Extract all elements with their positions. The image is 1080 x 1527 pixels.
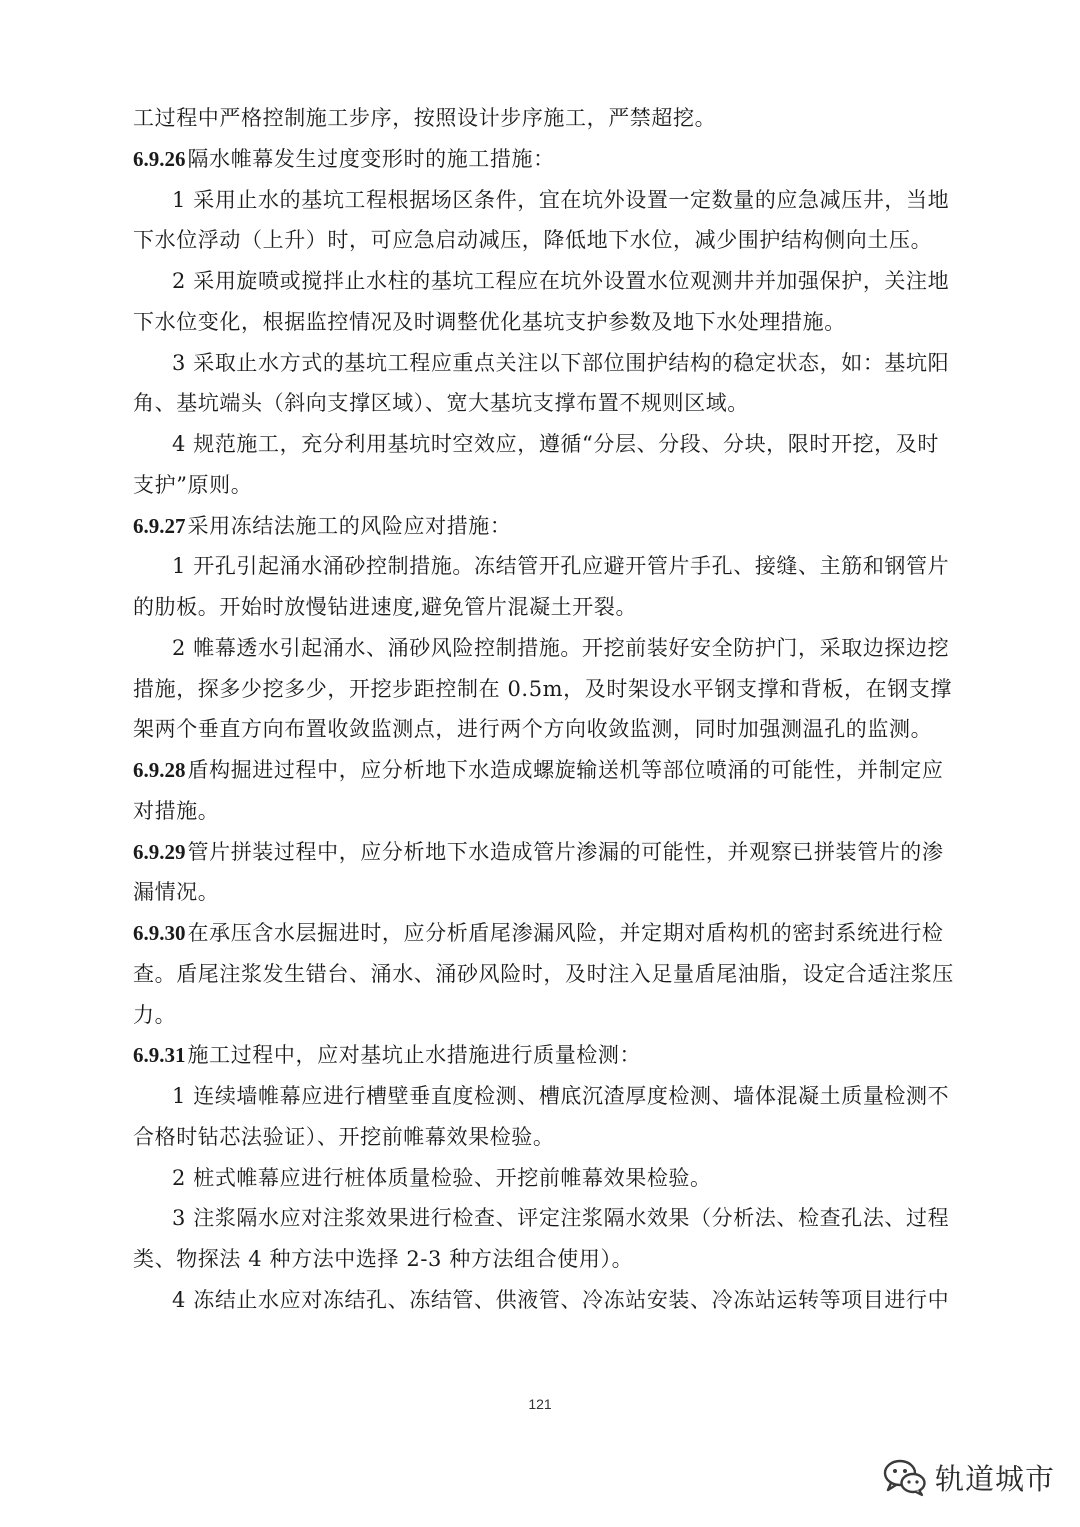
line-text: 类、物探法 4 种方法中选择 2-3 种方法组合使用）。 <box>133 1247 634 1271</box>
text-line <box>172 266 949 296</box>
text-line <box>133 714 932 744</box>
line-text: 下水位变化，根据监控情况及时调整优化基坑支护参数及地下水处理措施。 <box>133 309 846 334</box>
clause-number: 6.9.29 <box>133 839 186 864</box>
text-line <box>172 1203 949 1233</box>
clause-number: 6.9.30 <box>133 921 186 945</box>
text-line <box>172 348 949 378</box>
text-line <box>172 1163 712 1193</box>
line-text: 力。 <box>133 1002 177 1027</box>
text-line <box>133 796 219 826</box>
line-text: 4 冻结止水应对冻结孔、冻结管、供液管、冷冻站安装、冷冻站运转等项目进行中 <box>172 1287 950 1312</box>
line-text: 工过程中严格控制施工步序，按照设计步序施工，严禁超挖。 <box>133 106 717 130</box>
clause-line <box>133 1040 641 1070</box>
text-line <box>133 1000 176 1030</box>
line-text: 3 注浆隔水应对注浆效果进行检查、评定注浆隔水效果（分析法、检查孔法、过程 <box>172 1206 950 1231</box>
line-text: 1 连续墙帷幕应进行槽壁垂直度检测、槽底沉渣厚度检测、墙体混凝土质量检测不 <box>172 1084 950 1108</box>
clause-number: 6.9.27 <box>133 513 186 538</box>
wechat-icon <box>883 1457 927 1497</box>
text-line <box>133 674 952 704</box>
text-line <box>172 551 949 581</box>
line-text: 4 规范施工，充分利用基坑时空效应，遵循“分层、分段、分块，限时开挖，及时 <box>172 432 939 456</box>
line-text: 合格时钻芯法验证）、开挖前帷幕效果检验。 <box>133 1124 555 1149</box>
clause-line <box>133 755 944 785</box>
line-text: 的肋板。开始时放慢钻进速度,避免管片混凝土开裂。 <box>133 595 638 619</box>
page-number: 121 <box>528 1396 552 1412</box>
text-line <box>133 388 749 418</box>
line-text: 角、基坑端头（斜向支撑区域）、宽大基坑支撑布置不规则区域。 <box>133 391 749 416</box>
line-text: 措施，探多少挖多少，开挖步距控制在 0.5m，及时架设水平钢支撑和背板，在钢支撑 <box>133 676 952 701</box>
line-text: 施工过程中，应对基坑止水措施进行质量检测： <box>187 1043 642 1068</box>
line-text: 隔水帷幕发生过度变形时的施工措施： <box>187 146 555 171</box>
line-text: 2 采用旋喷或搅拌止水柱的基坑工程应在坑外设置水位观测井并加强保护，关注地 <box>172 269 950 293</box>
text-line <box>133 1122 555 1152</box>
line-text: 1 开孔引起涌水涌砂控制措施。冻结管开孔应避开管片手孔、接缝、主筋和钢管片 <box>172 554 950 579</box>
line-text: 下水位浮动（上升）时，可应急启动减压，降低地下水位，减少围护结构侧向土压。 <box>133 228 933 253</box>
text-line <box>133 307 846 337</box>
line-text: 2 帷幕透水引起涌水、涌砂风险控制措施。开挖前装好安全防护门，采取边探边挖 <box>172 635 950 660</box>
line-text: 盾构掘进过程中，应分析地下水造成螺旋输送机等部位喷涌的可能性，并制定应 <box>187 758 944 782</box>
text-line <box>133 225 932 255</box>
line-text: 3 采取止水方式的基坑工程应重点关注以下部位围护结构的稳定状态，如：基坑阳 <box>172 350 950 375</box>
line-text: 1 采用止水的基坑工程根据场区条件，宜在坑外设置一定数量的应急减压井，当地 <box>172 187 950 212</box>
line-text: 漏情况。 <box>133 880 220 905</box>
watermark-text: 轨道城市 <box>935 1461 1056 1496</box>
clause-line <box>133 837 944 867</box>
text-line <box>133 592 637 622</box>
text-line <box>172 633 949 663</box>
clause-number: 6.9.28 <box>133 758 186 782</box>
line-text: 架两个垂直方向布置收敛监测点，进行两个方向收敛监测，同时加强测温孔的监测。 <box>133 717 933 742</box>
text-line <box>172 185 949 215</box>
line-text: 查。盾尾注浆发生错台、涌水、涌砂风险时，及时注入足量盾尾油脂，设定合适注浆压 <box>133 961 954 986</box>
line-text: 采用冻结法施工的风险应对措施： <box>187 513 512 538</box>
text-line <box>133 959 954 989</box>
clause-line <box>133 918 944 948</box>
text-line <box>133 103 716 133</box>
line-text: 管片拼装过程中，应分析地下水造成管片渗漏的可能性，并观察已拼装管片的渗 <box>187 839 944 864</box>
text-line <box>172 1285 949 1315</box>
text-line <box>133 1244 633 1274</box>
clause-line <box>133 144 555 174</box>
clause-line <box>133 511 512 541</box>
watermark <box>883 1452 1055 1502</box>
line-text: 支护”原则。 <box>133 472 253 497</box>
line-text: 在承压含水层掘进时，应分析盾尾渗漏风险，并定期对盾构机的密封系统进行检 <box>187 921 944 945</box>
text-line <box>172 1081 949 1111</box>
text-line <box>172 429 939 459</box>
clause-number: 6.9.31 <box>133 1043 186 1068</box>
clause-number: 6.9.26 <box>133 146 186 171</box>
line-text: 对措施。 <box>133 798 220 823</box>
text-line <box>133 470 252 500</box>
line-text: 2 桩式帷幕应进行桩体质量检验、开挖前帷幕效果检验。 <box>172 1165 712 1190</box>
text-line <box>133 877 219 907</box>
